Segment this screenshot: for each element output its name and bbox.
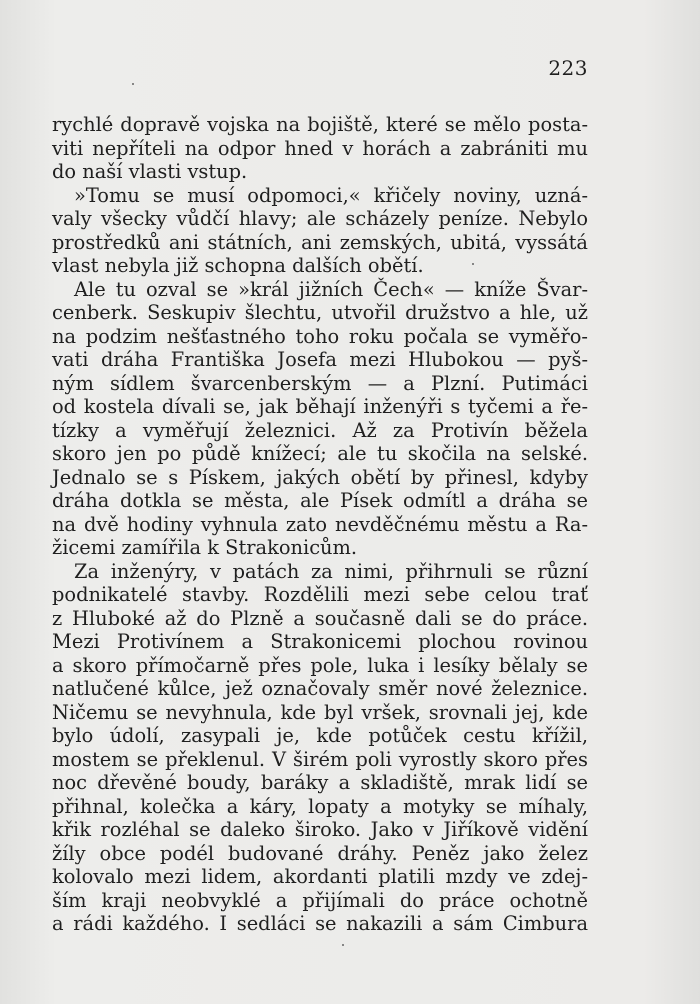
text-line: ším kraji neobvyklé a přijímali do práce ochotně xyxy=(52,888,588,912)
text-line: a skoro přímočarně přes pole, luka i lesíky bělaly se xyxy=(52,653,588,677)
text-line: a rádi každého. I sedláci se nakazili a sám Cimbura xyxy=(52,912,588,935)
paper-speck xyxy=(472,263,474,265)
text-line: z Hluboké až do Plzně a současně dali se do práce. xyxy=(52,606,588,630)
text-line: přihnal, kolečka a káry, lopaty a motyky se míhaly, xyxy=(52,794,588,818)
text-line: podnikatelé stavby. Rozdělili mezi sebe celou trať xyxy=(52,583,588,606)
text-line: skoro jen po půdě knížecí; ale tu skočila na selské. xyxy=(52,442,588,465)
paper-speck xyxy=(132,83,134,85)
text-line: bylo údolí, zasypali je, kde potůček cestu křížil, xyxy=(52,724,588,747)
text-line: ným sídlem švarcenberským — a Plzní. Putimáci xyxy=(52,371,588,395)
body-text xyxy=(52,113,588,936)
text-line: vati dráha Františka Josefa mezi Hlubokou — pyš- xyxy=(52,348,588,371)
text-line: vlast nebyla již schopna dalších obětí. xyxy=(52,254,424,277)
text-line: natlučené kůlce, jež označovaly směr nové železnice. xyxy=(52,677,588,700)
text-line: do naší vlasti vstup. xyxy=(52,160,248,183)
text-line: tízky a vyměřují železnici. Až za Protivín běžela xyxy=(52,418,588,442)
page-number: 223 xyxy=(548,56,588,80)
text-line: kolovalo mezi lidem, akordanti platili mzdy ve zdej- xyxy=(52,865,588,888)
paper-speck xyxy=(342,944,344,946)
text-line: žicemi zamířila k Strakonicům. xyxy=(52,536,358,559)
text-line: dráha dotkla se města, ale Písek odmítl a dráha se xyxy=(52,489,588,512)
text-line: křik rozléhal se daleko široko. Jako v Jiříkově vidění xyxy=(52,818,588,841)
text-line: prostředků ani státních, ani zemských, ubitá, vyssátá xyxy=(52,230,588,254)
text-line: žíly obce podél budované dráhy. Peněz jako želez xyxy=(52,841,588,865)
text-line: Jednalo se s Pískem, jakých obětí by přinesl, kdyby xyxy=(52,465,588,489)
text-line: noc dřevěné boudy, baráky a skladiště, mrak lidí se xyxy=(52,771,588,794)
text-line: viti nepříteli na odpor hned v horách a zabrániti mu xyxy=(52,136,588,160)
text-line: Ničemu se nevyhnula, kde byl vršek, srovnali jej, kde xyxy=(52,700,588,724)
text-line: Za inženýry, v patách za nimi, přihrnuli se různí xyxy=(74,559,588,583)
text-line: na dvě hodiny vyhnula zato nevděčnému městu a Ra- xyxy=(52,512,588,536)
text-line: od kostela dívali se, jak běhají inženýři s tyčemi a ře- xyxy=(52,395,588,418)
text-line: valy všecky vůdčí hlavy; ale scházely peníze. Nebylo xyxy=(52,207,588,230)
text-line: Mezi Protivínem a Strakonicemi plochou rovinou xyxy=(52,630,588,653)
text-line: rychlé dopravě vojska na bojiště, které se mělo posta- xyxy=(52,113,588,136)
text-line: mostem se překlenul. V širém poli vyrostly skoro přes xyxy=(52,747,588,771)
text-line: »Tomu se musí odpomoci,« křičely noviny, uzná- xyxy=(74,183,588,207)
text-line: na podzim nešťastného toho roku počala se vyměřo- xyxy=(52,324,588,348)
text-line: Ale tu ozval se »král jižních Čech« — kníže Švar- xyxy=(74,277,588,301)
text-line: cenberk. Seskupiv šlechtu, utvořil družstvo a hle, už xyxy=(52,301,588,324)
